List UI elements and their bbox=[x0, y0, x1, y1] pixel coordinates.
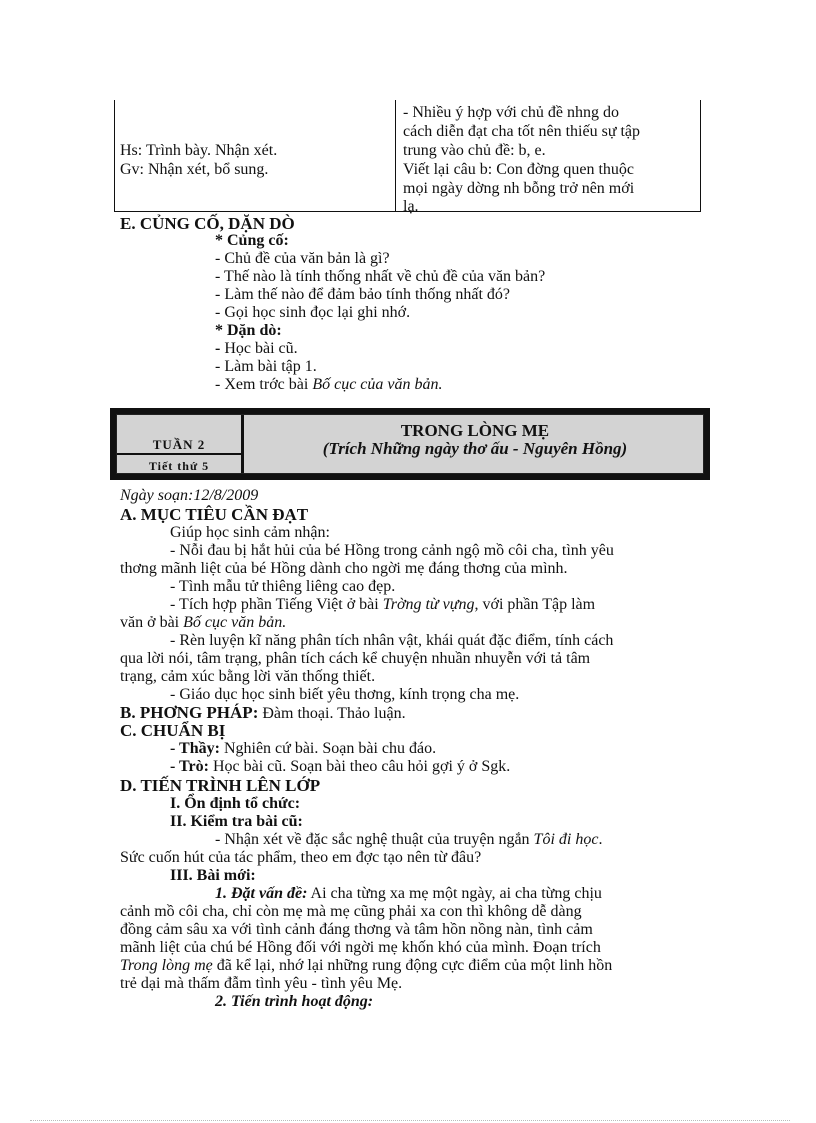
dan-do-item-2: - Làm bài tập 1. bbox=[215, 358, 317, 375]
thay-text: Nghiên cứ bài. Soạn bài chu đáo. bbox=[219, 740, 437, 757]
section-a-p3-c: , với phần Tập làm bbox=[474, 596, 596, 613]
thay-label: - Thầy: bbox=[170, 740, 220, 757]
dat-van-de-line6: trẻ dại mà thấm đẫm tình yêu - tình yêu Mẹ. bbox=[120, 975, 403, 992]
section-c-tro bbox=[170, 758, 510, 776]
tro-label: - Trò: bbox=[170, 758, 209, 775]
tien-trinh-heading: 2. Tiến trình hoạt động: bbox=[215, 993, 374, 1010]
section-a-p5: - Giáo dục học sinh biết yêu thơng, kính trọng cha mẹ. bbox=[170, 686, 520, 703]
dan-do-item-3-italic: Bố cục của văn bản. bbox=[312, 376, 443, 393]
dat-van-de-label: 1. Đặt vấn đề: bbox=[215, 885, 308, 902]
section-d-ii: II. Kiểm tra bài cũ: bbox=[170, 813, 303, 830]
dan-do-item-3 bbox=[215, 376, 443, 394]
dan-do-dash: - bbox=[215, 340, 221, 357]
tro-text: Học bài cũ. Soạn bài theo câu hỏi gợi ý ở Sgk. bbox=[208, 758, 511, 775]
section-c-thay bbox=[170, 740, 436, 758]
dat-van-de-line5 bbox=[120, 957, 612, 975]
table-border-middle bbox=[395, 100, 396, 212]
section-c-heading: C. CHUẨN BỊ bbox=[120, 721, 226, 740]
section-e-heading: E. CỦNG CỐ, DẶN DÒ bbox=[120, 214, 295, 233]
dan-do-label: * Dặn dò: bbox=[215, 322, 282, 339]
week-label: TUẦN 2 bbox=[152, 437, 206, 452]
cung-co-item-3: - Làm thế nào để đảm bảo tính thống nhất đó? bbox=[215, 286, 511, 303]
table-right-line-1: - Nhiều ý hợp với chủ đề nhng do bbox=[403, 104, 619, 121]
section-a-p3-line1 bbox=[170, 596, 595, 614]
table-left-line-1: Hs: Trình bày. Nhận xét. bbox=[120, 142, 278, 159]
table-right-line-4: Viết lại câu b: Con đờng quen thuộc bbox=[403, 161, 635, 178]
section-a-p3-b: Trờng từ vựng bbox=[382, 596, 475, 613]
section-d-ii-line2: Sức cuốn hút của tác phẩm, theo em đợc tạo nên từ đâu? bbox=[120, 849, 482, 866]
section-a-p4-line2: qua lời nói, tâm trạng, phân tích cách kể chuyện nhuần nhuyễn với tả tâm bbox=[120, 650, 591, 667]
dat-van-de-line2: cảnh mồ côi cha, chỉ còn mẹ mà mẹ cũng phải xa con thì không dễ dàng bbox=[120, 903, 582, 920]
header-divider-vertical bbox=[241, 415, 244, 473]
section-d-iii: III. Bài mới: bbox=[170, 867, 256, 884]
section-a-p3-l2-a: văn ở bài bbox=[120, 614, 184, 631]
page-bottom-dotted-line bbox=[30, 1120, 790, 1121]
section-a-p3-line2 bbox=[120, 614, 286, 632]
ii-l1-c: . bbox=[598, 831, 603, 848]
lesson-header-inner bbox=[116, 414, 704, 474]
cung-co-item-2: - Thế nào là tính thống nhất về chủ đề của văn bản? bbox=[215, 268, 546, 285]
section-a-p1-line1: - Nỗi đau bị hắt hủi của bé Hồng trong cảnh ngộ mồ côi cha, tình yêu bbox=[170, 542, 614, 559]
section-a-heading: A. MỤC TIÊU CẦN ĐẠT bbox=[120, 505, 309, 524]
section-d-i: I. Ổn định tổ chức: bbox=[170, 795, 301, 812]
dat-van-de-line1 bbox=[215, 885, 602, 903]
section-a-p4-line3: trạng, cảm xúc bằng lời văn thống thiết. bbox=[120, 668, 376, 685]
table-left-line-2: Gv: Nhận xét, bổ sung. bbox=[120, 161, 269, 178]
header-divider-horizontal bbox=[117, 453, 241, 455]
section-d-heading: D. TIẾN TRÌNH LÊN LỚP bbox=[120, 776, 321, 795]
section-a-intro: Giúp học sinh cảm nhận: bbox=[170, 524, 330, 541]
dat-l5-text: đã kể lại, nhớ lại những rung động cực điểm của một linh hồn bbox=[212, 957, 613, 974]
lesson-subtitle: (Trích Những ngày thơ ấu - Nguyên Hồng) bbox=[322, 439, 628, 458]
section-a-p4-line1: - Rèn luyện kĩ năng phân tích nhân vật, khái quát đặc điểm, tính cách bbox=[170, 632, 614, 649]
table-border-left bbox=[114, 100, 115, 212]
preparation-date: Ngày soạn:12/8/2009 bbox=[120, 487, 259, 504]
dan-do-item-1 bbox=[215, 340, 298, 358]
table-border-right bbox=[700, 100, 701, 212]
dat-van-de-line3: đồng cảm sâu xa với tình cảnh đáng thơng và tâm hồn nồng nàn, tình cảm bbox=[120, 921, 593, 938]
dat-l5-italic: Trong lòng mẹ bbox=[120, 957, 213, 974]
table-right-line-5: mọi ngày dờng nh bỗng trở nên mới bbox=[403, 180, 635, 197]
section-b-text: Đàm thoại. Thảo luận. bbox=[258, 705, 406, 722]
table-right-line-2: cách diễn đạt cha tốt nên thiếu sự tập bbox=[403, 123, 641, 140]
lesson-title: TRONG LÒNG MẸ bbox=[400, 421, 550, 440]
cung-co-item-4: - Gọi học sinh đọc lại ghi nhớ. bbox=[215, 304, 411, 321]
period-label: Tiết thứ 5 bbox=[148, 459, 210, 473]
table-right-line-6: lạ. bbox=[403, 198, 419, 215]
section-a-p3-l2-b: Bố cục văn bản. bbox=[183, 614, 287, 631]
ii-l1-a: - Nhận xét về đặc sắc nghệ thuật của truyện ngắn bbox=[215, 831, 534, 848]
dat-van-de-line4: mãnh liệt của chú bé Hồng đối với ngời mẹ khốn khó của mình. Đoạn trích bbox=[120, 939, 601, 956]
section-b-heading: B. PHƠNG PHÁP: bbox=[120, 703, 259, 722]
cung-co-label: * Củng cố: bbox=[215, 232, 289, 249]
ii-l1-b: Tôi đi học bbox=[533, 831, 599, 848]
section-a-p2: - Tình mẫu tử thiêng liêng cao đẹp. bbox=[170, 578, 396, 595]
section-d-ii-line1 bbox=[215, 831, 602, 849]
dan-do-item-3-prefix: - Xem trớc bài bbox=[215, 376, 313, 393]
dan-do-item-1-text: Học bài cũ. bbox=[224, 340, 298, 357]
section-a-p1-line2: thơng mãnh liệt của bé Hồng dành cho ngời mẹ đáng thơng của mình. bbox=[120, 560, 568, 577]
section-a-p3-a: - Tích hợp phần Tiếng Việt ở bài bbox=[170, 596, 383, 613]
dat-van-de-l1: Ai cha từng xa mẹ một ngày, ai cha từng chịu bbox=[307, 885, 602, 902]
table-right-line-3: trung vào chủ đề: b, e. bbox=[403, 142, 546, 159]
cung-co-item-1: - Chủ đề của văn bản là gì? bbox=[215, 250, 390, 267]
lesson-header-box bbox=[110, 408, 710, 480]
